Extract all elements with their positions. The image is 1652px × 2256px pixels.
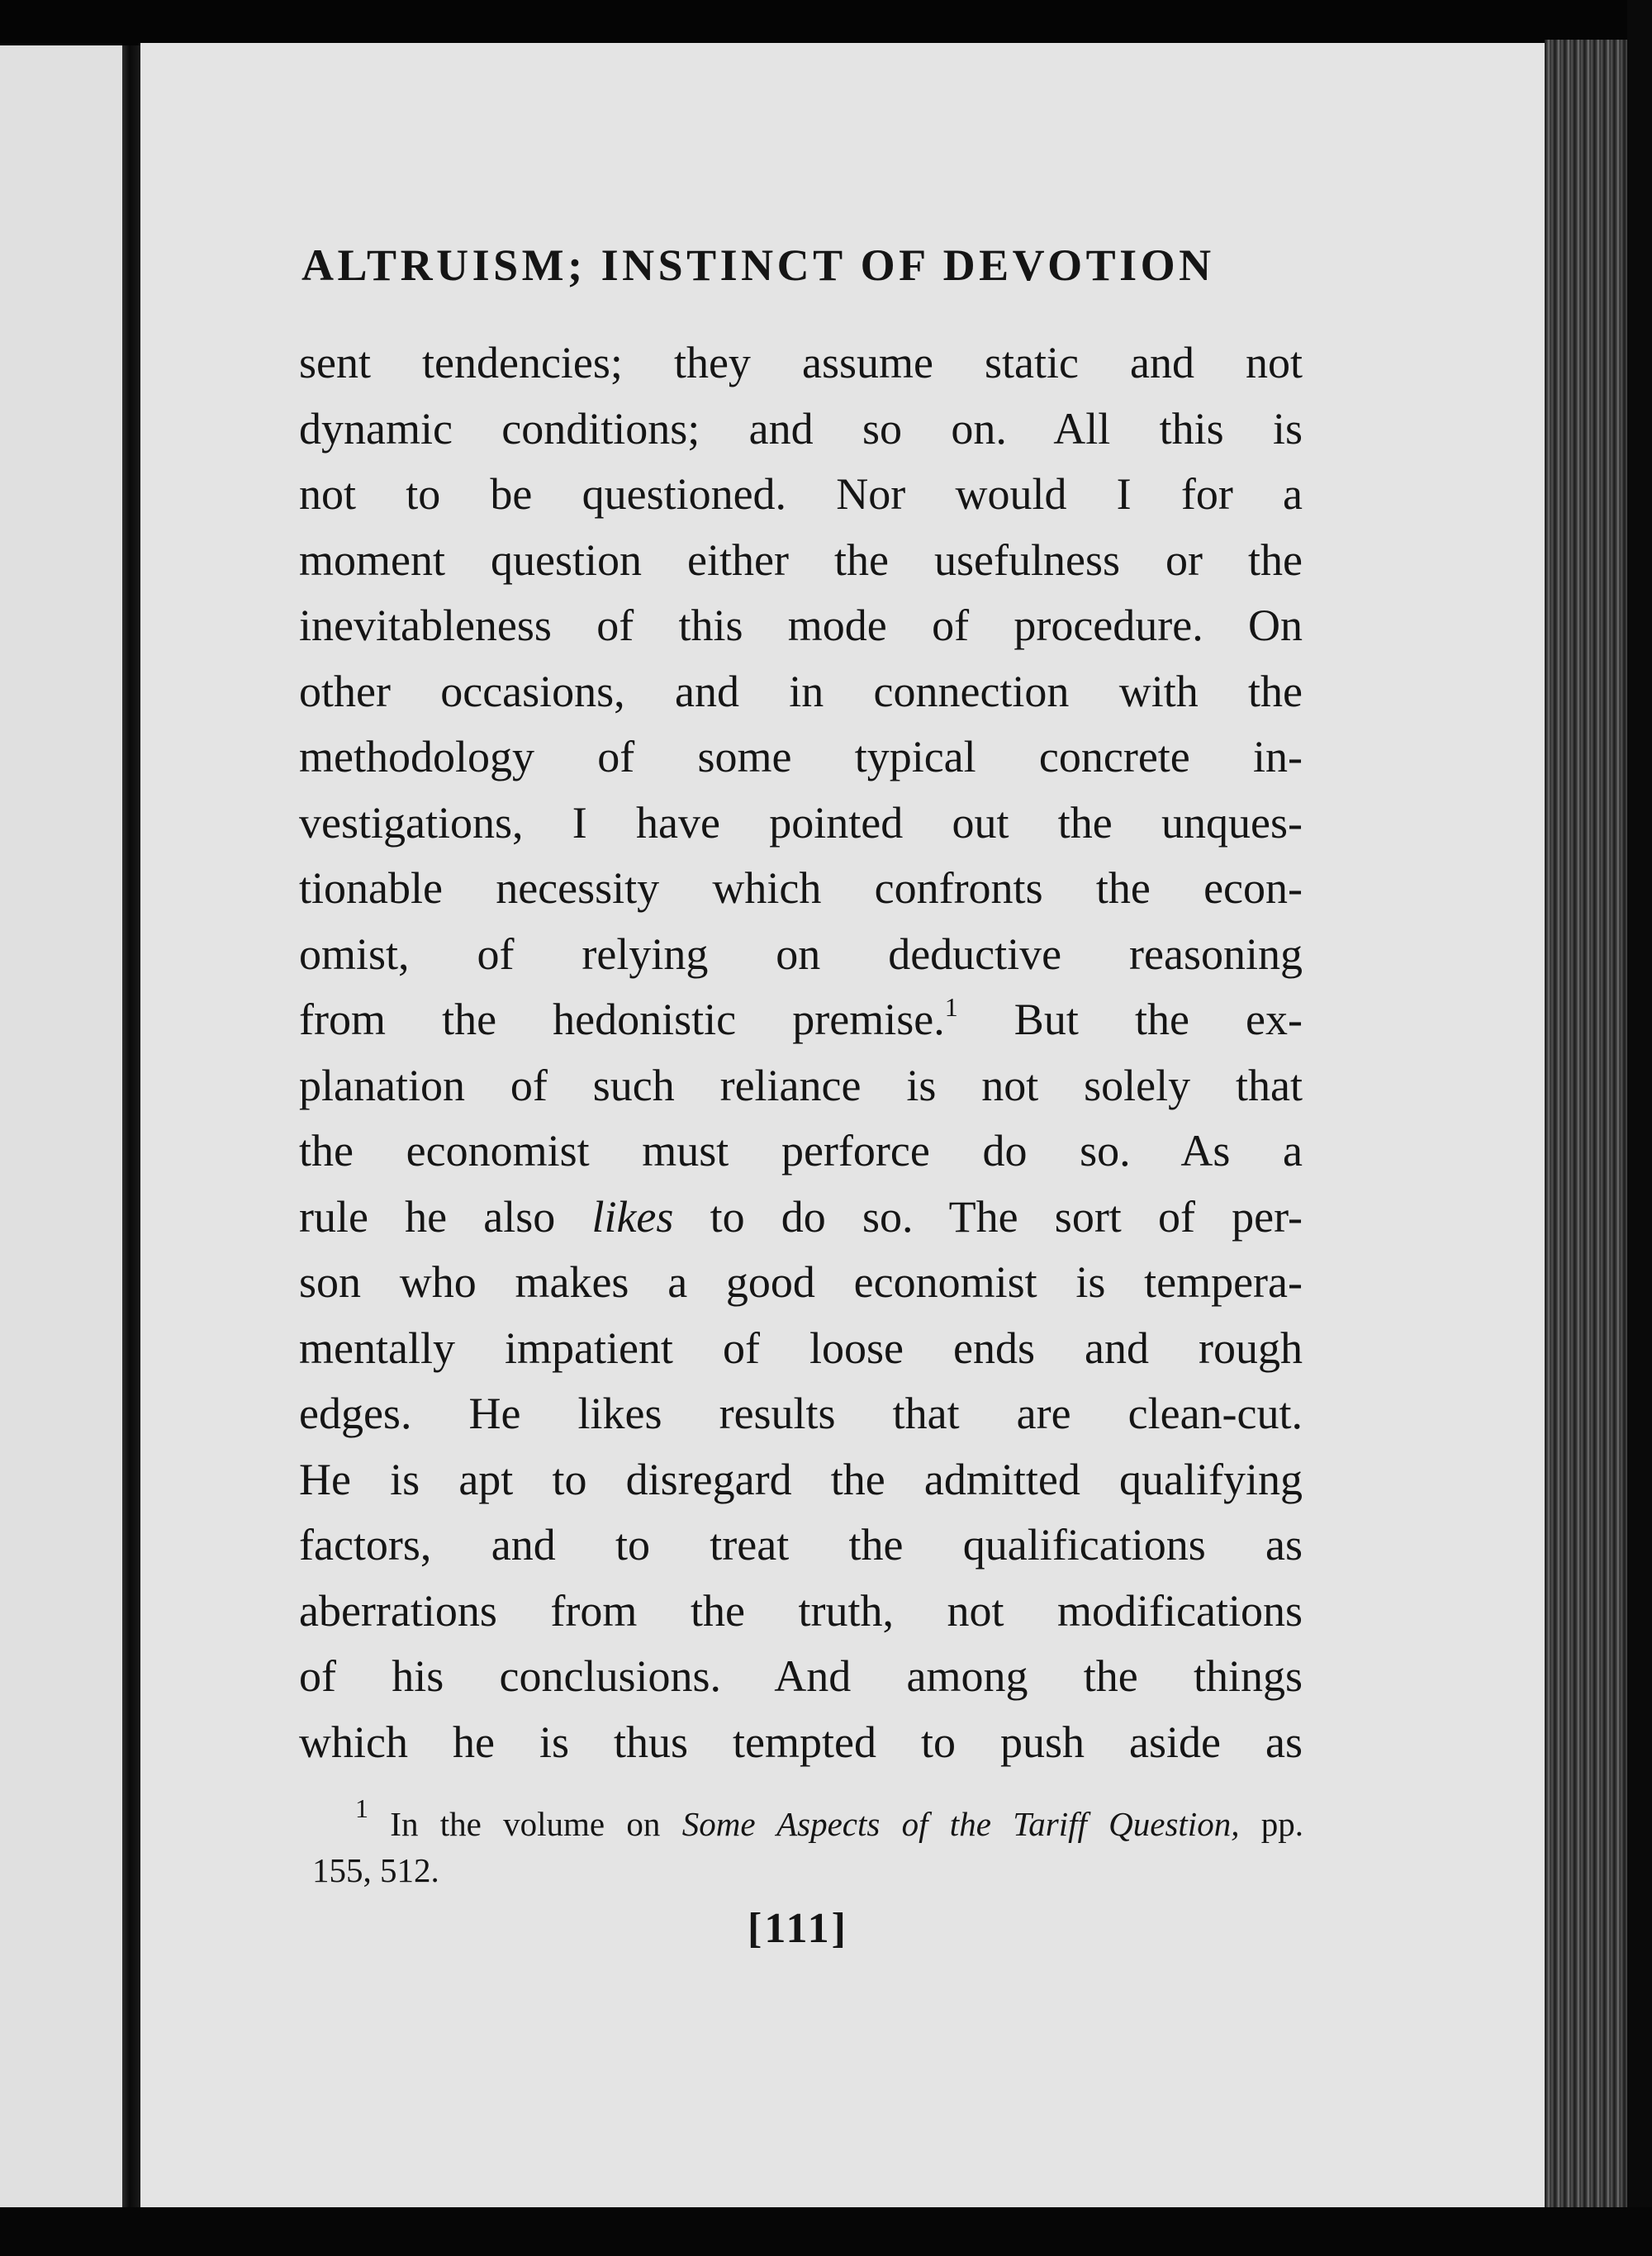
- text-line: mentally impatient of loose ends and rough: [299, 1323, 1303, 1373]
- body-text: [299, 330, 1303, 1775]
- text-line: He is apt to disregard the admitted qualifying: [299, 1454, 1303, 1504]
- scan-border-right: [1627, 0, 1652, 2256]
- scan-border-top: [0, 0, 1652, 45]
- text-line: tionable necessity which confronts the econ-: [299, 863, 1303, 913]
- text-line: planation of such reliance is not solely that: [299, 1060, 1303, 1110]
- footnote-cited-title: Some Aspects of the Tariff Question,: [681, 1805, 1240, 1843]
- text-line: the economist must perforce do so. As a: [299, 1126, 1303, 1175]
- text-segment: from the hedonistic premise.: [299, 995, 945, 1044]
- text-line: son who makes a good economist is tempera-: [299, 1257, 1303, 1307]
- text-line: moment question either the usefulness or the: [299, 534, 1303, 585]
- footnote-marker: 1: [355, 1793, 368, 1823]
- text-line: which he is thus tempted to push aside as: [299, 1717, 1303, 1767]
- text-line: factors, and to treat the qualifications as: [299, 1520, 1303, 1570]
- footnote-text: In the volume on: [368, 1805, 682, 1843]
- text-line: inevitableness of this mode of procedure. On: [299, 601, 1303, 650]
- footnote-line: [312, 1793, 1303, 1847]
- text-line: aberrations from the truth, not modifications: [299, 1585, 1303, 1636]
- text-line: vestigations, I have pointed out the unques-: [299, 797, 1303, 848]
- text-line: [299, 987, 1303, 1053]
- footnote-text: pp.: [1239, 1805, 1303, 1843]
- text-line: [299, 1185, 1303, 1251]
- footnote-line: 155, 512.: [312, 1851, 439, 1889]
- text-segment: But the ex-: [957, 995, 1303, 1044]
- text-line: of his conclusions. And among the things: [299, 1651, 1303, 1701]
- text-line: methodology of some typical concrete in-: [299, 732, 1303, 781]
- book-gutter: [122, 45, 140, 2210]
- text-line: omist, of relying on deductive reasoning: [299, 929, 1303, 979]
- facing-page-edge: [0, 45, 122, 2210]
- emphasized-word: likes: [591, 1191, 674, 1242]
- page-stack-edges: [1545, 40, 1627, 2216]
- text-line: other occasions, and in connection with the: [299, 666, 1303, 716]
- text-line: edges. He likes results that are clean-cut.: [299, 1389, 1303, 1438]
- text-line: dynamic conditions; and so on. All this is: [299, 403, 1303, 454]
- footnote: [312, 1793, 1303, 1893]
- scan-border-bottom: [0, 2207, 1652, 2256]
- running-head: ALTRUISM; INSTINCT OF DEVOTION: [301, 240, 1215, 290]
- text-segment: to do so. The sort of per-: [673, 1191, 1303, 1242]
- footnote-reference: 1: [944, 992, 958, 1022]
- page-number: [111]: [748, 1905, 848, 1952]
- text-segment: rule he also: [299, 1191, 592, 1242]
- text-line: sent tendencies; they assume static and not: [299, 338, 1303, 387]
- text-line: not to be questioned. Nor would I for a: [299, 469, 1303, 519]
